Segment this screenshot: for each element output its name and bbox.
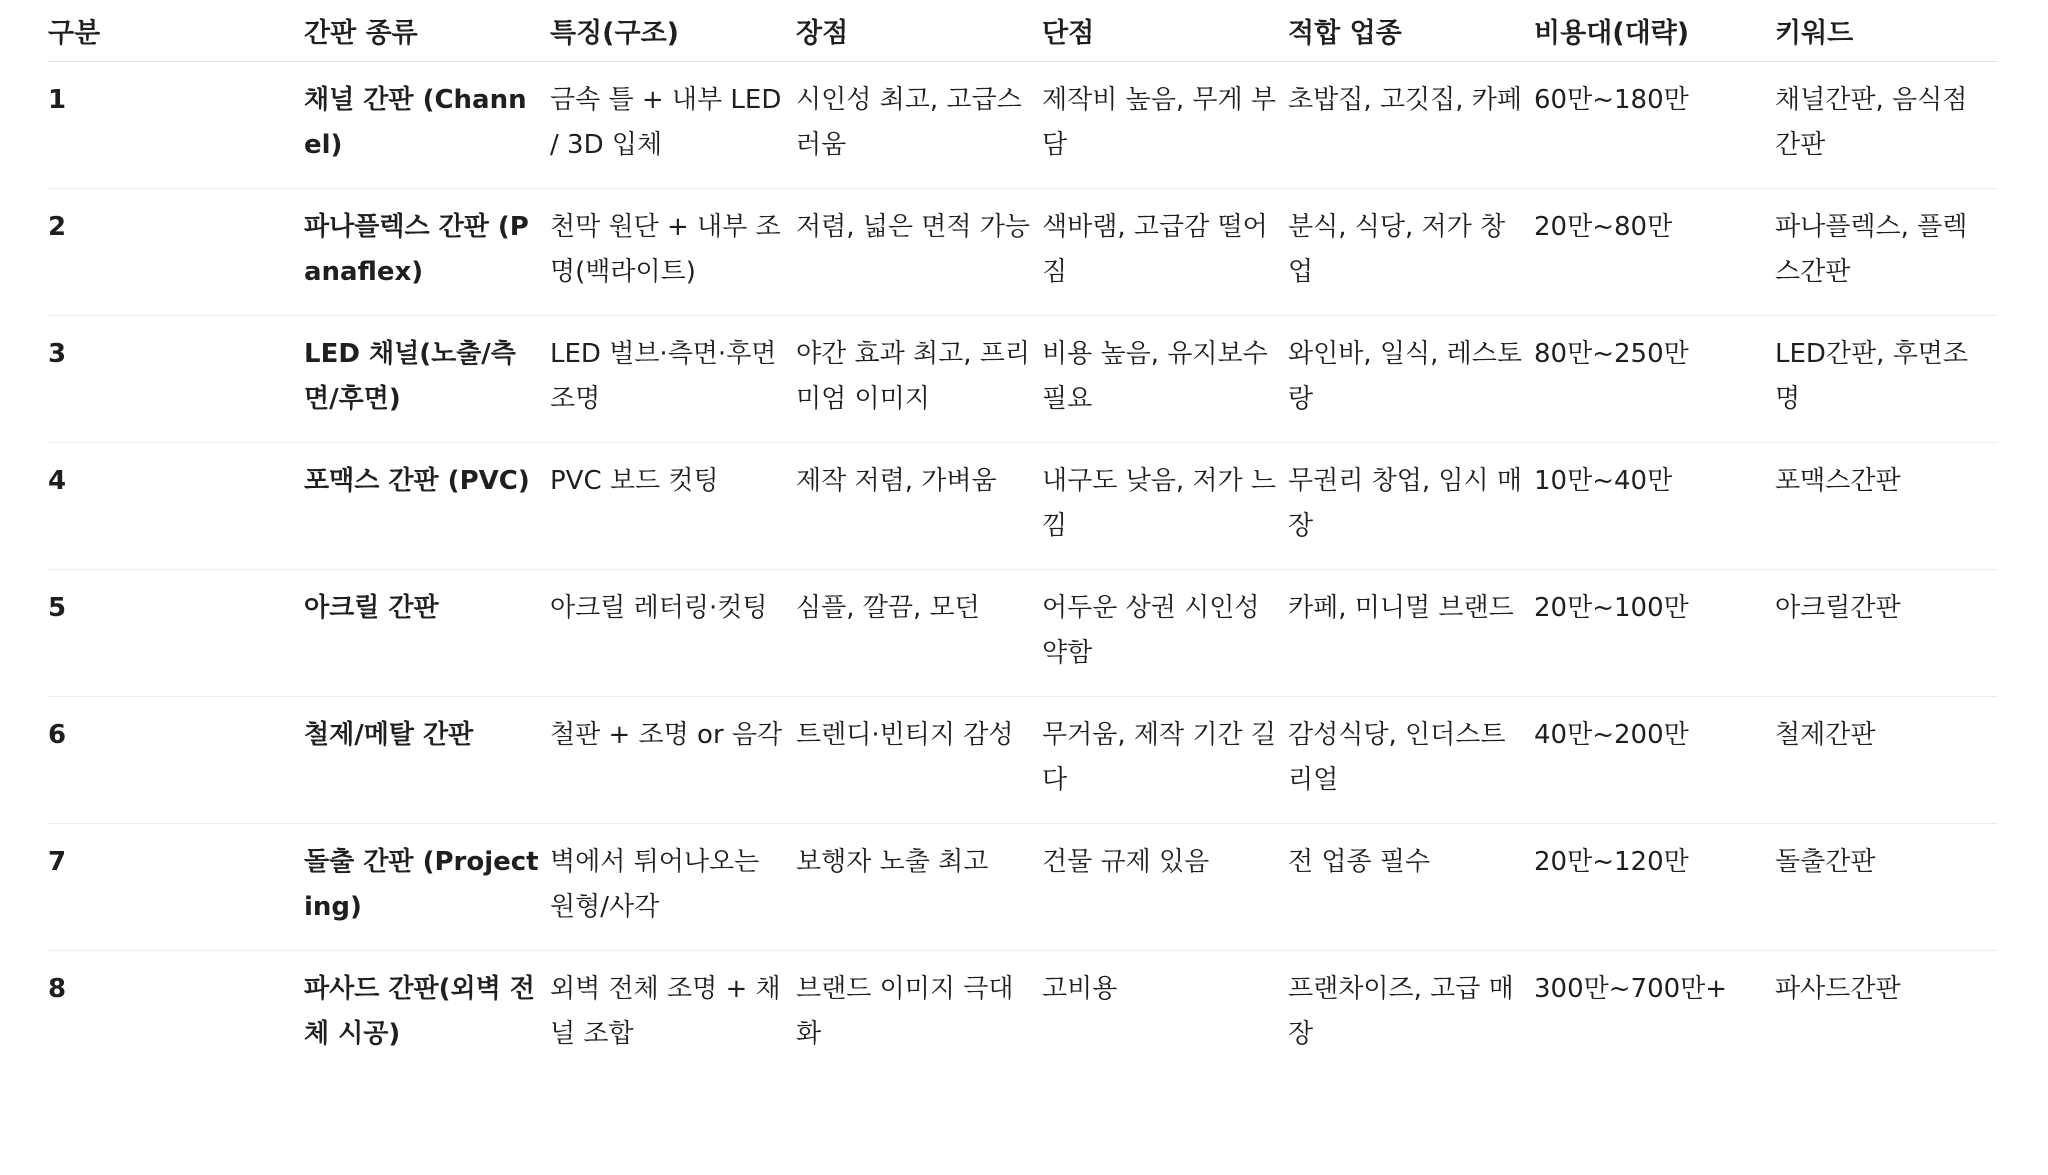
- cell-number: 6: [48, 697, 304, 824]
- cell-number: 1: [48, 62, 304, 189]
- cell-sign-type: 아크릴 간판: [304, 570, 550, 697]
- cell-features: 천막 원단 + 내부 조명(백라이트): [550, 189, 796, 316]
- table-row: [48, 824, 1998, 951]
- cell-sign-type: 채널 간판 (Channel): [304, 62, 550, 189]
- table-row: [48, 62, 1998, 189]
- cell-sign-type: 철제/메탈 간판: [304, 697, 550, 824]
- table-row: [48, 951, 1998, 1078]
- column-header-pros: 장점: [796, 0, 1042, 62]
- column-header-keywords: 키워드: [1775, 0, 1998, 62]
- column-header-features: 특징(구조): [550, 0, 796, 62]
- cell-suitable-business: 프랜차이즈, 고급 매장: [1288, 974, 1514, 1049]
- cell-pros: 브랜드 이미지 극대화: [796, 974, 1014, 1049]
- cell-cons: 비용 높음, 유지보수 필요: [1042, 316, 1288, 443]
- signage-comparison-table-container: [48, 0, 1998, 1077]
- cell-features: LED 벌브·측면·후면조명: [550, 316, 796, 443]
- cell-number: 8: [48, 974, 67, 1004]
- cell-sign-type: LED 채널(노출/측면/후면): [304, 316, 550, 443]
- cell-cons: 색바램, 고급감 떨어짐: [1042, 189, 1288, 316]
- cell-pros: 저렴, 넓은 면적 가능: [796, 189, 1042, 316]
- cell-cons: 내구도 낮음, 저가 느낌: [1042, 443, 1288, 570]
- cell-number: 4: [48, 443, 304, 570]
- cell-features: 금속 틀 + 내부 LED / 3D 입체: [550, 62, 796, 189]
- column-header-sign-type: 간판 종류: [304, 0, 550, 62]
- cell-features: 벽에서 튀어나오는 원형/사각: [550, 824, 796, 951]
- cell-cons: 어두운 상권 시인성 약함: [1042, 570, 1288, 697]
- cell-number: 5: [48, 570, 304, 697]
- column-header-category: 구분: [48, 0, 304, 62]
- cell-keywords: 채널간판, 음식점간판: [1775, 62, 1998, 189]
- table-row: [48, 189, 1998, 316]
- cell-cons: 건물 규제 있음: [1042, 824, 1288, 951]
- cell-pros: 보행자 노출 최고: [796, 824, 1042, 951]
- cell-keywords: 파사드간판: [1775, 974, 1901, 1004]
- signage-comparison-table: [48, 0, 1998, 1077]
- column-header-suitable-business: 적합 업종: [1288, 0, 1534, 62]
- cell-suitable-business: 카페, 미니멀 브랜드: [1288, 570, 1534, 697]
- cell-cons: 고비용: [1042, 974, 1118, 1004]
- column-header-cons: 단점: [1042, 0, 1288, 62]
- cell-features: 외벽 전체 조명 + 채널 조합: [550, 974, 781, 1049]
- cell-number: 3: [48, 316, 304, 443]
- cell-keywords: LED간판, 후면조명: [1775, 316, 1998, 443]
- cell-cost-range: 20만~80만: [1534, 189, 1775, 316]
- table-header-row: [48, 0, 1998, 62]
- cell-suitable-business: 분식, 식당, 저가 창업: [1288, 189, 1534, 316]
- cell-suitable-business: 무권리 창업, 임시 매장: [1288, 443, 1534, 570]
- cell-cons: 무거움, 제작 기간 길다: [1042, 697, 1288, 824]
- cell-cost-range: 20만~100만: [1534, 570, 1775, 697]
- cell-suitable-business: 초밥집, 고깃집, 카페: [1288, 62, 1534, 189]
- cell-cost-range: 60만~180만: [1534, 62, 1775, 189]
- cell-keywords: 아크릴간판: [1775, 570, 1998, 697]
- cell-pros: 트렌디·빈티지 감성: [796, 697, 1042, 824]
- cell-sign-type: 포맥스 간판 (PVC): [304, 443, 550, 570]
- cell-pros: 야간 효과 최고, 프리미엄 이미지: [796, 316, 1042, 443]
- cell-suitable-business: 전 업종 필수: [1288, 824, 1534, 951]
- cell-suitable-business: 감성식당, 인더스트리얼: [1288, 697, 1534, 824]
- cell-cost-range: 300만~700만+: [1534, 974, 1728, 1004]
- cell-suitable-business: 와인바, 일식, 레스토랑: [1288, 316, 1534, 443]
- cell-cost-range: 10만~40만: [1534, 443, 1775, 570]
- table-row: [48, 316, 1998, 443]
- table-row: [48, 697, 1998, 824]
- cell-features: PVC 보드 컷팅: [550, 443, 796, 570]
- cell-pros: 심플, 깔끔, 모던: [796, 570, 1042, 697]
- cell-keywords: 포맥스간판: [1775, 443, 1998, 570]
- cell-features: 철판 + 조명 or 음각: [550, 697, 796, 824]
- cell-cons: 제작비 높음, 무게 부담: [1042, 62, 1288, 189]
- table-row: [48, 570, 1998, 697]
- cell-cost-range: 20만~120만: [1534, 824, 1775, 951]
- cell-number: 7: [48, 824, 304, 951]
- cell-sign-type: 파나플렉스 간판 (Panaflex): [304, 189, 550, 316]
- cell-pros: 제작 저렴, 가벼움: [796, 443, 1042, 570]
- cell-number: 2: [48, 189, 304, 316]
- cell-sign-type: 파사드 간판(외벽 전체 시공): [304, 974, 535, 1049]
- table-row: [48, 443, 1998, 570]
- cell-keywords: 파나플렉스, 플렉스간판: [1775, 189, 1998, 316]
- cell-keywords: 돌출간판: [1775, 824, 1998, 951]
- cell-pros: 시인성 최고, 고급스러움: [796, 62, 1042, 189]
- cell-cost-range: 40만~200만: [1534, 697, 1775, 824]
- cell-cost-range: 80만~250만: [1534, 316, 1775, 443]
- cell-keywords: 철제간판: [1775, 697, 1998, 824]
- cell-sign-type: 돌출 간판 (Projecting): [304, 824, 550, 951]
- column-header-cost-range: 비용대(대략): [1534, 0, 1775, 62]
- cell-features: 아크릴 레터링·컷팅: [550, 570, 796, 697]
